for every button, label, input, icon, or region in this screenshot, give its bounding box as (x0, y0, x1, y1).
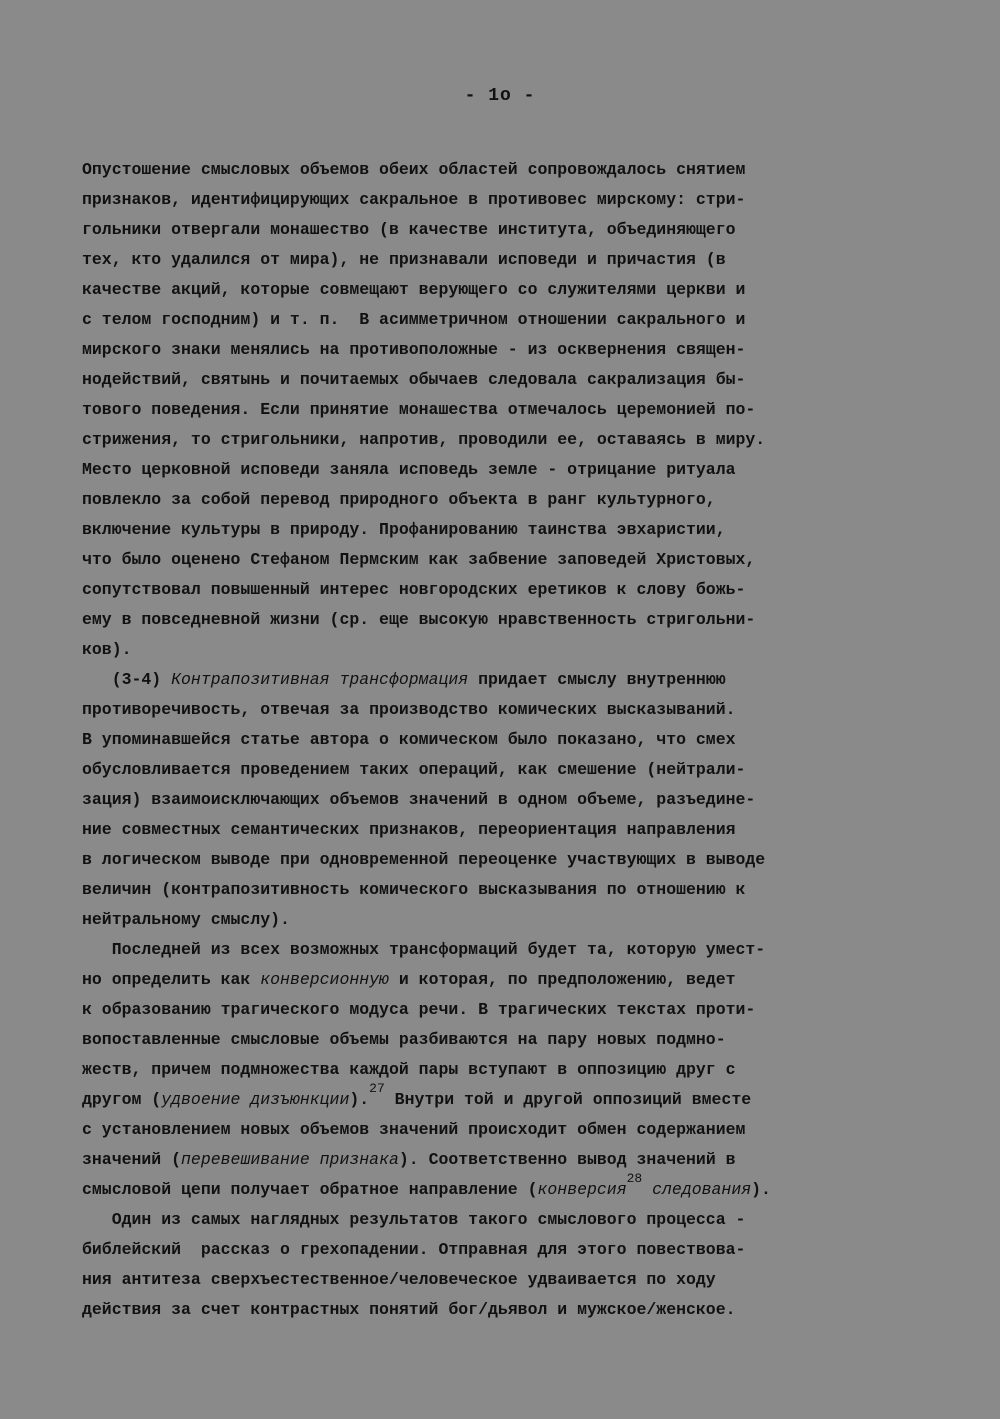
text-line: к образованию трагического модуса речи. В трагических текстах проти- (82, 1000, 756, 1019)
footnote-ref: 28 (626, 1171, 643, 1186)
italic-term: перевешивание признака (181, 1150, 399, 1169)
text-line: ния антитеза сверхъестественное/человеческое удваивается по ходу (82, 1270, 716, 1289)
text-line: зация) взаимоисключающих объемов значений в одном объеме, разъедине- (82, 790, 756, 809)
text-line: ему в повседневной жизни (ср. еще высокую нравственность стригольни- (82, 610, 756, 629)
text-line: обусловливается проведением таких операций, как смешение (нейтрали- (82, 760, 746, 779)
italic-term: удвоение дизъюнкции (161, 1090, 350, 1109)
text-line: в логическом выводе при одновременной переоценке участвующих в выводе (82, 850, 766, 869)
text-line: жеств, причем подмножества каждой пары вступают в оппозицию друг с (82, 1060, 736, 1079)
text-line: тех, кто удалился от мира), не признавали исповеди и причастия (в (82, 250, 726, 269)
text-line: с установлением новых объемов значений происходит обмен содержанием (82, 1120, 746, 1139)
text-line: смысловой цепи получает обратное направление (конверсия$^{28}$ следования). (82, 1171, 771, 1199)
text-line: ков). (82, 640, 132, 659)
text-line: признаков, идентифицирующих сакральное в противовес мирскому: стри- (82, 190, 746, 209)
text-line: вопоставленные смысловые объемы разбиваются на пару новых подмно- (82, 1030, 726, 1049)
text-line: нейтральному смыслу). (82, 910, 290, 929)
text-line: гольники отвергали монашество (в качестве института, объединяющего (82, 220, 736, 239)
text-line: противоречивость, отвечая за производство комических высказываний. (82, 700, 736, 719)
text-line: величин (контрапозитивность комического высказывания по отношению к (82, 880, 746, 899)
italic-term: Контрапозитивная трансформация (171, 670, 469, 689)
page-number: - 1o - (464, 86, 536, 106)
italic-term: следования (642, 1180, 752, 1199)
footnote-ref: 27 (369, 1081, 385, 1096)
text-line: ние совместных семантических признаков, переориентация направления (82, 820, 736, 839)
text-line: значений (перевешивание признака). Соответственно вывод значений в (82, 1150, 736, 1169)
text-line: другом (удвоение дизъюнкции).$^{27}$ Внутри той и другой оппозиций вместе (82, 1081, 752, 1109)
text-line: но определить как конверсионную и которая, по предположению, ведет (82, 970, 736, 989)
text-line: Место церковной исповеди заняла исповедь земле - отрицание ритуала (82, 460, 736, 479)
text-line: (3-4) Контрапозитивная трансформация придает смыслу внутреннюю (82, 670, 726, 689)
text-line: Последней из всех возможных трансформаций будет та, которую умест- (82, 940, 766, 959)
text-line: библейский рассказ о грехопадении. Отправная для этого повествова- (82, 1240, 746, 1259)
text-line: Опустошение смысловых объемов обеих областей сопровождалось снятием (82, 160, 746, 179)
text-line: стрижения, то стригольники, напротив, проводили ее, оставаясь в миру. (82, 430, 766, 449)
text-line: качестве акций, которые совмещают верующего со служителями церкви и (82, 280, 746, 299)
text-line: действия за счет контрастных понятий бог/дьявол и мужское/женское. (82, 1300, 736, 1319)
text-line: с телом господним) и т. п. В асимметричном отношении сакрального и (82, 310, 746, 329)
text-line: тового поведения. Если принятие монашества отмечалось церемонией по- (82, 400, 756, 419)
text-line: Один из самых наглядных результатов такого смыслового процесса - (82, 1210, 746, 1229)
body-text (82, 155, 922, 1325)
text-line: повлекло за собой перевод природного объекта в ранг культурного, (82, 490, 716, 509)
text-line: включение культуры в природу. Профанированию таинства эвхаристии, (82, 520, 726, 539)
text-line: нодействий, святынь и почитаемых обычаев следовала сакрализация бы- (82, 370, 746, 389)
italic-term: конверсионную (260, 970, 389, 989)
text-line: мирского знаки менялись на противоположные - из осквернения священ- (82, 340, 746, 359)
text-line: В упоминавшейся статье автора о комическом было показано, что смех (82, 730, 736, 749)
text-line: что было оценено Стефаном Пермским как забвение заповедей Христовых, (82, 550, 756, 569)
text-line: сопутствовал повышенный интерес новгородских еретиков к слову божь- (82, 580, 746, 599)
italic-term: конверсия (537, 1180, 627, 1199)
